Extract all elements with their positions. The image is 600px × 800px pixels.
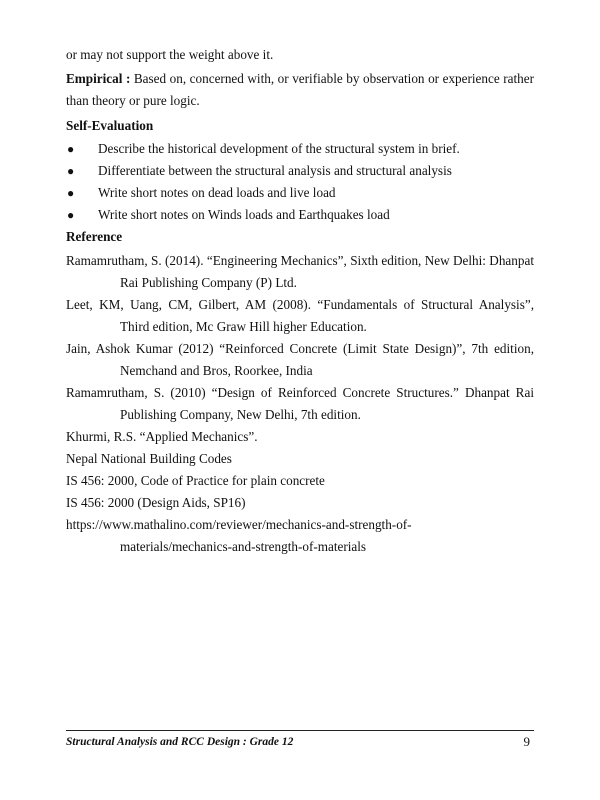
reference-heading: Reference (66, 229, 123, 244)
reference-item: Khurmi, R.S. “Applied Mechanics”. (66, 429, 258, 444)
list-item-text: Differentiate between the structural analysis and structural analysis (98, 163, 452, 178)
list-item (66, 204, 534, 226)
empirical-text: Based on, concerned with, or verifiable by observation or experience rather than theory or pure logic. (66, 71, 534, 108)
bullet-icon: ● (67, 208, 75, 222)
reference-item: Nepal National Building Codes (66, 451, 232, 466)
list-item-text: Describe the historical development of the structural system in brief. (98, 141, 460, 156)
page-footer (66, 730, 534, 751)
reference-url-line-2: materials/mechanics-and-strength-of-materials (120, 539, 367, 554)
reference-item: Jain, Ashok Kumar (2012) “Reinforced Concrete (Limit State Design)”, 7th edition, Nemchand and Bros, Roorkee, India (66, 341, 534, 378)
bullet-icon: ● (67, 142, 75, 156)
bullet-icon: ● (67, 164, 75, 178)
page-number: 9 (523, 734, 530, 749)
bullet-icon: ● (67, 186, 75, 200)
reference-item: Ramamrutham, S. (2010) “Design of Reinforced Concrete Structures.” Dhanpat Rai Publishing Company, New Delhi, 7th edition. (66, 385, 534, 422)
reference-url-line-1: https://www.mathalino.com/reviewer/mechanics-and-strength-of- (66, 517, 412, 532)
reference-item: Leet, KM, Uang, CM, Gilbert, AM (2008). “Fundamentals of Structural Analysis”, Third edition, Mc Graw Hill higher Education. (66, 297, 534, 334)
self-evaluation-list (66, 138, 534, 226)
self-evaluation-heading: Self-Evaluation (66, 118, 154, 133)
reference-list (66, 250, 534, 558)
list-item (66, 182, 534, 204)
reference-item: IS 456: 2000 (Design Aids, SP16) (66, 495, 246, 510)
list-item-text: Write short notes on Winds loads and Earthquakes load (98, 207, 390, 222)
empirical-term: Empirical : (66, 71, 131, 86)
list-item (66, 138, 534, 160)
list-item-text: Write short notes on dead loads and live load (98, 185, 336, 200)
empirical-definition (66, 68, 534, 112)
reference-url (66, 514, 534, 558)
reference-item: IS 456: 2000, Code of Practice for plain concrete (66, 473, 325, 488)
intro-line: or may not support the weight above it. (66, 47, 274, 62)
page-content (66, 44, 534, 558)
footer-title: Structural Analysis and RCC Design : Grade 12 (66, 736, 294, 748)
reference-item: Ramamrutham, S. (2014). “Engineering Mechanics”, Sixth edition, New Delhi: Dhanpat Rai Publishing Company (P) Ltd. (66, 253, 534, 290)
list-item (66, 160, 534, 182)
